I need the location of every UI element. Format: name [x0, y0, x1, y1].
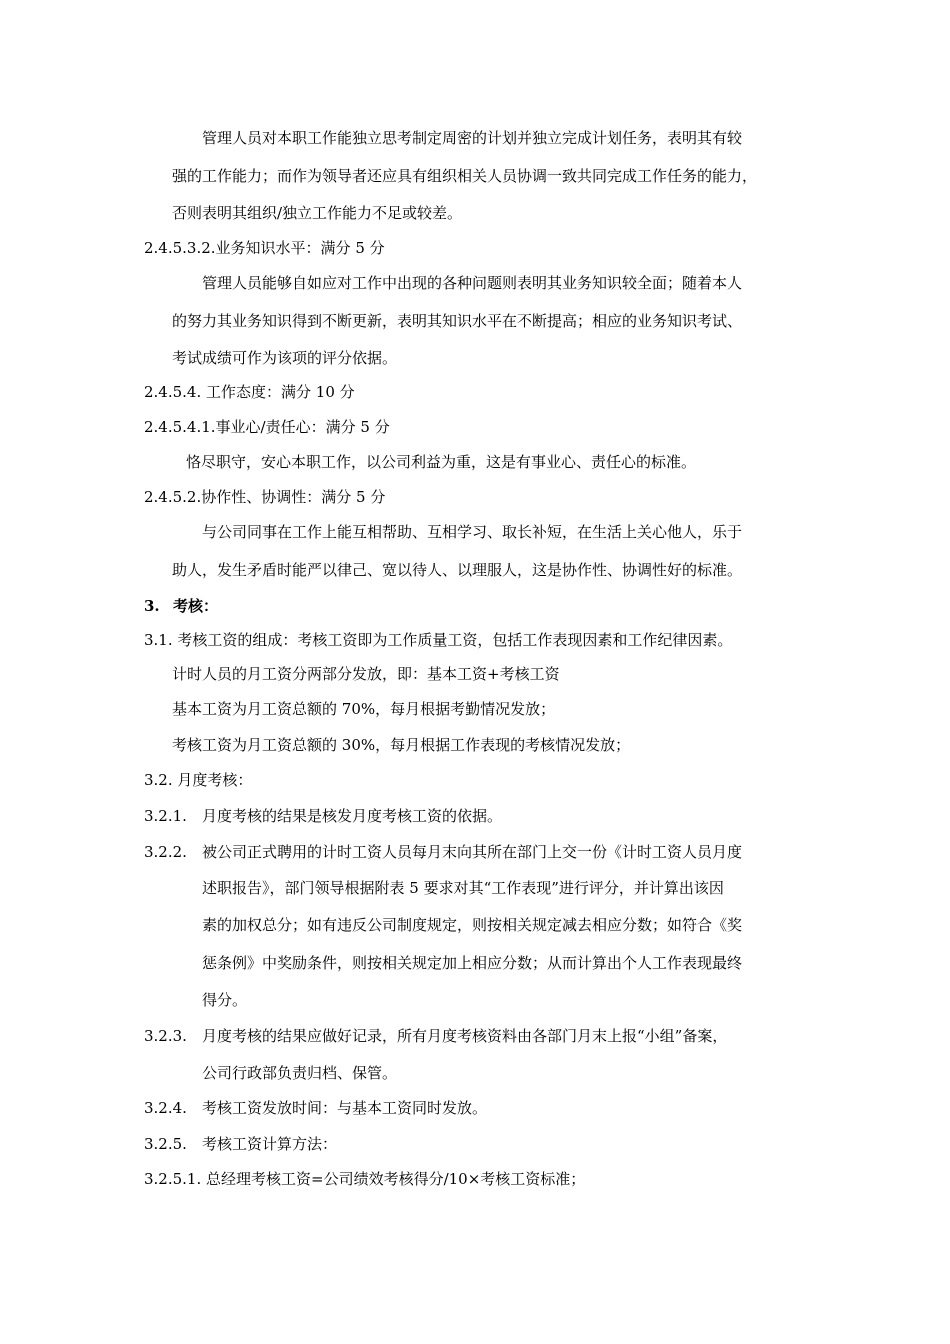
item-text: 公司行政部负责归档、保管。 [202, 1064, 398, 1082]
paragraph-line: 基本工资为月工资总额的 70%，每月根据考勤情况发放； [172, 700, 556, 718]
item-text: 月度考核的结果是核发月度考核工资的依据。 [202, 807, 503, 825]
chapter-number: 3. [144, 597, 160, 615]
paragraph-line: 恪尽职守，安心本职工作，以公司利益为重，这是有事业心、责任心的标准。 [186, 453, 697, 471]
section-heading: 2.4.5.2.协作性、协调性：满分 5 分 [144, 488, 386, 506]
section-heading: 3.2.5.1. 总经理考核工资=公司绩效考核得分/10×考核工资标准； [144, 1170, 586, 1188]
item-number: 3.2.3. [144, 1027, 187, 1045]
paragraph-line: 的努力其业务知识得到不断更新，表明其知识水平在不断提高；相应的业务知识考试、 [172, 312, 743, 330]
item-text: 惩条例》中奖励条件，则按相关规定加上相应分数；从而计算出个人工作表现最终 [202, 954, 743, 972]
section-heading: 2.4.5.4.1.事业心/责任心：满分 5 分 [144, 418, 390, 436]
paragraph-line: 否则表明其组织/独立工作能力不足或较差。 [172, 204, 463, 222]
section-heading: 2.4.5.4. 工作态度：满分 10 分 [144, 383, 355, 401]
paragraph-line: 考核工资为月工资总额的 30%，每月根据工作表现的考核情况发放； [172, 736, 631, 754]
paragraph-line: 管理人员对本职工作能独立思考制定周密的计划并独立完成计划任务，表明其有较 [202, 129, 743, 147]
section-heading: 2.4.5.3.2.业务知识水平：满分 5 分 [144, 239, 385, 257]
item-text: 素的加权总分；如有违反公司制度规定，则按相关规定减去相应分数；如符合《奖 [202, 916, 743, 934]
item-number: 3.2.2. [144, 843, 187, 861]
item-text: 被公司正式聘用的计时工资人员每月末向其所在部门上交一份《计时工资人员月度 [202, 843, 743, 861]
item-text: 考核工资计算方法： [202, 1135, 338, 1153]
paragraph-line: 考试成绩可作为该项的评分依据。 [172, 349, 398, 367]
paragraph-line: 与公司同事在工作上能互相帮助、互相学习、取长补短，在生活上关心他人，乐于 [202, 523, 743, 541]
item-text: 月度考核的结果应做好记录，所有月度考核资料由各部门月末上报“小组”备案， [202, 1027, 728, 1045]
section-heading: 3.2. 月度考核： [144, 771, 253, 789]
section-heading: 3.1. 考核工资的组成：考核工资即为工作质量工资，包括工作表现因素和工作纪律因素。 [144, 631, 733, 649]
item-number: 3.2.1. [144, 807, 187, 825]
item-number: 3.2.5. [144, 1135, 187, 1153]
paragraph-line: 助人，发生矛盾时能严以律己、宽以待人、以理服人，这是协作性、协调性好的标准。 [172, 561, 743, 579]
item-text: 述职报告》，部门领导根据附表 5 要求对其“工作表现”进行评分，并计算出该因 [202, 879, 724, 897]
paragraph-line: 计时人员的月工资分两部分发放，即：基本工资+考核工资 [172, 665, 560, 683]
item-text: 考核工资发放时间：与基本工资同时发放。 [202, 1099, 488, 1117]
chapter-title: 考核： [173, 597, 219, 615]
item-number: 3.2.4. [144, 1099, 187, 1117]
paragraph-line: 强的工作能力；而作为领导者还应具有组织相关人员协调一致共同完成工作任务的能力， [172, 167, 758, 185]
item-text: 得分。 [202, 991, 248, 1009]
paragraph-line: 管理人员能够自如应对工作中出现的各种问题则表明其业务知识较全面；随着本人 [202, 274, 743, 292]
